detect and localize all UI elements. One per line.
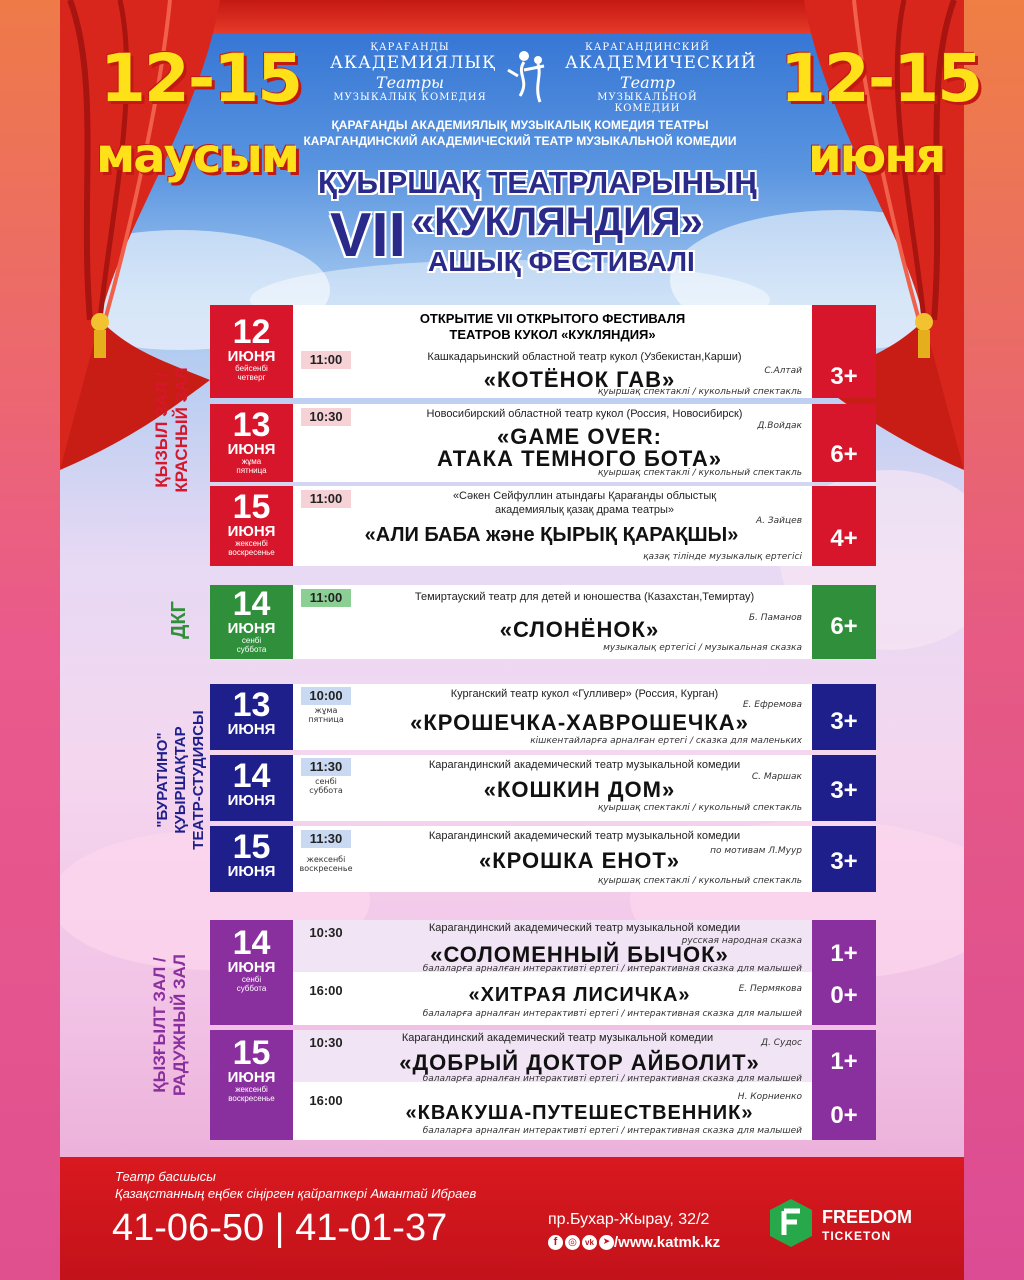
age-rating-badge: 3+ xyxy=(812,826,876,892)
event-genre: қуыршақ спектаклі / кукольный спектакль xyxy=(597,876,802,886)
left-dates: 12-15 xyxy=(100,40,302,117)
section-label-blue-line2: ҚУЫРШАҚТАР xyxy=(172,726,189,834)
event-date xyxy=(210,486,293,566)
vk-icon[interactable]: vk xyxy=(582,1235,597,1250)
event-time: 10:30 xyxy=(309,925,343,940)
logo-left-bottom: МУЗЫКАЛЫҚ КОМЕДИЯ xyxy=(333,92,487,103)
event-theatre: Карагандинский академический театр музыкальной комедии xyxy=(428,759,741,771)
event-author: Д.Войдак xyxy=(757,421,802,431)
event-day: 13 xyxy=(232,686,271,724)
event-title-line-2: АТАКА ТЕМНОГО БОТА» xyxy=(436,446,723,471)
section-label-purple xyxy=(150,925,190,1125)
event-row xyxy=(210,404,876,482)
event-month: ИЮНЯ xyxy=(227,348,276,365)
right-dates: 12-15 xyxy=(780,40,982,117)
event-author: по мотивам Л.Муур xyxy=(710,846,802,856)
event-author: Д. Судос xyxy=(760,1038,802,1048)
event-weekday-kz: жексенбі xyxy=(235,539,268,548)
age-rating-badge: 3+ xyxy=(812,684,876,750)
event-weekday-ru: четверг xyxy=(237,373,266,382)
event-title: «СОЛОМЕННЫЙ БЫЧОК» xyxy=(430,942,729,967)
event-date xyxy=(210,305,293,398)
section-label-blue-line3: ТЕАТР-СТУДИЯСЫ xyxy=(190,710,207,850)
event-row xyxy=(210,826,876,892)
festival-line-3: АШЫҚ ФЕСТИВАЛІ xyxy=(428,246,695,277)
logo-left-script: Театры xyxy=(375,73,445,92)
event-author: Е. Ефремова xyxy=(742,700,802,710)
event-date xyxy=(210,920,293,1025)
event-month: ИЮНЯ xyxy=(227,1069,276,1086)
footer xyxy=(60,1157,964,1280)
event-author: А. Зайцев xyxy=(756,516,802,526)
event-theatre-line-1: «Сәкен Сейфуллин атындағы Қарағанды облыстық xyxy=(452,490,717,502)
logo-right-small: КАРАГАНДИНСКИЙ xyxy=(585,42,710,53)
event-title: «КРОШЕЧКА-ХАВРОШЕЧКА» xyxy=(410,710,749,735)
festival-numeral: VII xyxy=(330,201,406,270)
event-author-b: Н. Корниенко xyxy=(737,1092,802,1102)
event-weekday-ru: воскресенье xyxy=(228,548,275,557)
age-rating-badge: 1+ xyxy=(830,940,858,967)
left-month: маусым xyxy=(96,128,299,184)
theatre-name-kz: ҚАРАҒАНДЫ АКАДЕМИЯЛЫҚ МУЗЫКАЛЫҚ КОМЕДИЯ ТЕАТРЫ xyxy=(331,118,709,132)
logo-left-main: АКАДЕМИЯЛЫҚ xyxy=(330,53,497,73)
director-name: Қазақстанның еңбек сіңірген қайраткері Амантай Ибраев xyxy=(115,1186,477,1201)
event-day: 14 xyxy=(232,757,271,795)
event-row xyxy=(210,305,876,398)
event-time-b: 16:00 xyxy=(309,1093,343,1108)
event-theatre: Кашкадарьинский областной театр кукол (Узбекистан,Карши) xyxy=(427,351,742,363)
partner-name-line1: FREEDOM xyxy=(822,1207,912,1227)
event-theatre: Новосибирский областной театр кукол (Россия, Новосибирск) xyxy=(426,408,743,420)
section-label-red-line1: ҚЫЗЫЛ ЗАЛ / xyxy=(152,372,171,488)
event-title-b: «КВАКУША-ПУТЕШЕСТВЕННИК» xyxy=(405,1102,754,1124)
event-title-b: «ХИТРАЯ ЛИСИЧКА» xyxy=(468,984,691,1006)
opening-line-2: ТЕАТРОВ КУКОЛ «КУКЛЯНДИЯ» xyxy=(449,327,656,342)
event-day: 14 xyxy=(232,585,271,623)
event-title: «КРОШКА ЕНОТ» xyxy=(478,848,681,873)
event-theatre: Курганский театр кукол «Гулливер» (Россия, Курган) xyxy=(450,688,719,700)
event-day: 15 xyxy=(232,488,271,526)
event-genre: музыкалық ертегісі / музыкальная сказка xyxy=(603,643,802,653)
event-time: 10:30 xyxy=(301,408,351,426)
event-date xyxy=(210,826,293,892)
section-label-blue-line1: "БУРАТИНО" xyxy=(154,732,171,828)
event-genre-b: балаларға арналған интерактивті ертегі / интерактивная сказка для малышей xyxy=(422,1009,802,1019)
right-month: июня xyxy=(808,128,945,184)
event-weekday-kz: жұма xyxy=(314,706,338,715)
event-title-line-1: «GAME OVER: xyxy=(496,424,663,449)
age-rating-badge: 1+ xyxy=(830,1048,858,1075)
social-icons xyxy=(548,1235,614,1250)
event-date xyxy=(210,684,293,750)
event-weekday-kz: жексенбі xyxy=(306,855,346,864)
director-label: Театр басшысы xyxy=(115,1169,216,1184)
section-label-purple-line1: ҚЫЗҒЫЛТ ЗАЛ / xyxy=(150,957,169,1093)
theatre-logo xyxy=(330,42,757,114)
age-column xyxy=(812,920,876,1025)
age-rating-badge-b: 0+ xyxy=(830,982,858,1009)
event-theatre: Карагандинский академический театр музыкальной комедии xyxy=(401,1032,714,1044)
event-day: 15 xyxy=(232,828,271,866)
telegram-icon[interactable]: ➤ xyxy=(599,1235,614,1250)
facebook-icon[interactable]: f xyxy=(548,1235,563,1250)
left-border xyxy=(0,0,60,1280)
event-time: 11:00 xyxy=(301,490,351,508)
event-time: 11:00 xyxy=(301,589,351,607)
event-weekday-kz: бейсенбі xyxy=(235,364,268,373)
event-weekday-kz: жұма xyxy=(241,457,262,466)
event-month: ИЮНЯ xyxy=(227,523,276,540)
phone-numbers[interactable]: 41-06-50 | 41-01-37 xyxy=(112,1207,448,1249)
event-day: 13 xyxy=(232,406,271,444)
event-date xyxy=(210,585,293,659)
event-weekday-ru: суббота xyxy=(236,984,267,993)
event-title: «АЛИ БАБА және ҚЫРЫҚ ҚАРАҚШЫ» xyxy=(364,524,739,546)
event-date xyxy=(210,755,293,821)
website[interactable]: /www.katmk.kz xyxy=(614,1234,721,1251)
section-label-red-line2: КРАСНЫЙ ЗАЛ xyxy=(172,367,191,493)
event-genre: қуыршақ спектаклі / кукольный спектакль xyxy=(597,387,802,397)
event-month: ИЮНЯ xyxy=(227,721,276,738)
section-label-purple-line2: РАДУЖНЫЙ ЗАЛ xyxy=(170,954,189,1096)
event-weekday-kz: сенбі xyxy=(241,975,262,984)
event-weekday-ru: пятница xyxy=(236,466,267,475)
logo-right-bottom: МУЗЫКАЛЬНОЙ КОМЕДИИ xyxy=(597,92,698,114)
event-genre: қуыршақ спектаклі / кукольный спектакль xyxy=(597,468,802,478)
event-date xyxy=(210,404,293,482)
event-day: 12 xyxy=(232,313,271,351)
address: пр.Бухар-Жырау, 32/2 xyxy=(548,1211,710,1228)
event-month: ИЮНЯ xyxy=(227,441,276,458)
event-theatre: Карагандинский академический театр музыкальной комедии xyxy=(428,830,741,842)
event-time-b: 16:00 xyxy=(309,983,343,998)
logo-right-main: АКАДЕМИЧЕСКИЙ xyxy=(565,53,757,73)
logo-right-script: Театр xyxy=(619,73,676,92)
section-label-green: ДКГ xyxy=(168,601,190,639)
event-genre: қуыршақ спектаклі / кукольный спектакль xyxy=(597,803,802,813)
instagram-icon[interactable]: ◎ xyxy=(565,1235,580,1250)
section-label-blue xyxy=(154,680,208,880)
event-theatre-line-2: академиялық қазақ драма театры» xyxy=(495,504,674,516)
right-border xyxy=(964,0,1024,1280)
freedom-ticketon-logo-icon xyxy=(768,1197,814,1249)
event-weekday-kz: жексенбі xyxy=(235,1085,268,1094)
event-weekday-ru: суббота xyxy=(309,786,343,795)
event-weekday-ru: пятница xyxy=(308,715,344,724)
event-title: «ДОБРЫЙ ДОКТОР АЙБОЛИТ» xyxy=(399,1050,760,1075)
festival-line-1: ҚУЫРШАҚ ТЕАТРЛАРЫНЫҢ xyxy=(318,165,757,200)
event-weekday-ru: суббота xyxy=(236,645,267,654)
event-weekday-ru: воскресенье xyxy=(299,864,353,873)
event-genre: кішкентайларға арналған ертегі / сказка для маленьких xyxy=(530,736,802,746)
event-genre: балаларға арналған интерактивті ертегі / интерактивная сказка для малышей xyxy=(422,1074,802,1084)
event-title: «СЛОНЁНОК» xyxy=(499,617,660,642)
partner-name-line2: TICKETON xyxy=(822,1229,892,1243)
dancers-logo-icon xyxy=(500,46,560,110)
event-genre: қазақ тілінде музыкалық ертегісі xyxy=(643,552,802,562)
event-author: С.Алтай xyxy=(764,366,802,376)
event-genre-b: балаларға арналған интерактивті ертегі / интерактивная сказка для малышей xyxy=(422,1126,802,1136)
theatre-name-ru: КАРАГАНДИНСКИЙ АКАДЕМИЧЕСКИЙ ТЕАТР МУЗЫКАЛЬНОЙ КОМЕДИИ xyxy=(303,134,737,148)
event-month: ИЮНЯ xyxy=(227,863,276,880)
event-author: Б. Паманов xyxy=(748,613,802,623)
event-theatre: Карагандинский академический театр музыкальной комедии xyxy=(428,922,741,934)
event-author-b: Е. Пермякова xyxy=(738,984,802,994)
logo-left-small: ҚАРАҒАНДЫ xyxy=(370,42,450,53)
event-date xyxy=(210,1030,293,1140)
festival-name: «КУКЛЯНДИЯ» xyxy=(412,200,703,244)
age-rating-badge: 4+ xyxy=(812,486,876,566)
event-time: 11:00 xyxy=(301,351,351,369)
event-row xyxy=(210,486,876,566)
event-row xyxy=(210,585,876,659)
event-author: русская народная сказка xyxy=(681,936,802,946)
event-row xyxy=(210,920,876,1025)
event-weekday-kz: сенбі xyxy=(241,636,262,645)
event-day: 15 xyxy=(232,1034,271,1072)
event-row xyxy=(210,684,876,750)
event-weekday-kz: сенбі xyxy=(315,777,337,786)
age-rating-badge: 6+ xyxy=(812,585,876,659)
age-column xyxy=(812,1030,876,1140)
event-genre: балаларға арналған интерактивті ертегі / интерактивная сказка для малышей xyxy=(422,964,802,974)
event-row xyxy=(210,755,876,821)
event-author: С. Маршак xyxy=(751,772,802,782)
section-label-red xyxy=(152,340,192,520)
event-title: «КОШКИН ДОМ» xyxy=(483,777,676,802)
event-time: 10:00 xyxy=(301,687,351,705)
event-time: 11:30 xyxy=(301,758,351,776)
event-title: «КОТЁНОК ГАВ» xyxy=(483,367,676,392)
event-theatre: Темиртауский театр для детей и юношества (Казахстан,Темиртау) xyxy=(414,591,755,603)
age-rating-badge-b: 0+ xyxy=(830,1102,858,1129)
age-rating-badge: 6+ xyxy=(812,404,876,482)
event-row xyxy=(210,1030,876,1140)
event-time: 11:30 xyxy=(301,830,351,848)
age-rating-badge: 3+ xyxy=(812,755,876,821)
event-time: 10:30 xyxy=(309,1035,343,1050)
event-day: 14 xyxy=(232,924,271,962)
opening-line-1: ОТКРЫТИЕ VII ОТКРЫТОГО ФЕСТИВАЛЯ xyxy=(419,311,686,326)
event-month: ИЮНЯ xyxy=(227,620,276,637)
event-month: ИЮНЯ xyxy=(227,959,276,976)
age-rating-badge: 3+ xyxy=(812,305,876,398)
event-weekday-ru: воскресенье xyxy=(228,1094,275,1103)
event-month: ИЮНЯ xyxy=(227,792,276,809)
